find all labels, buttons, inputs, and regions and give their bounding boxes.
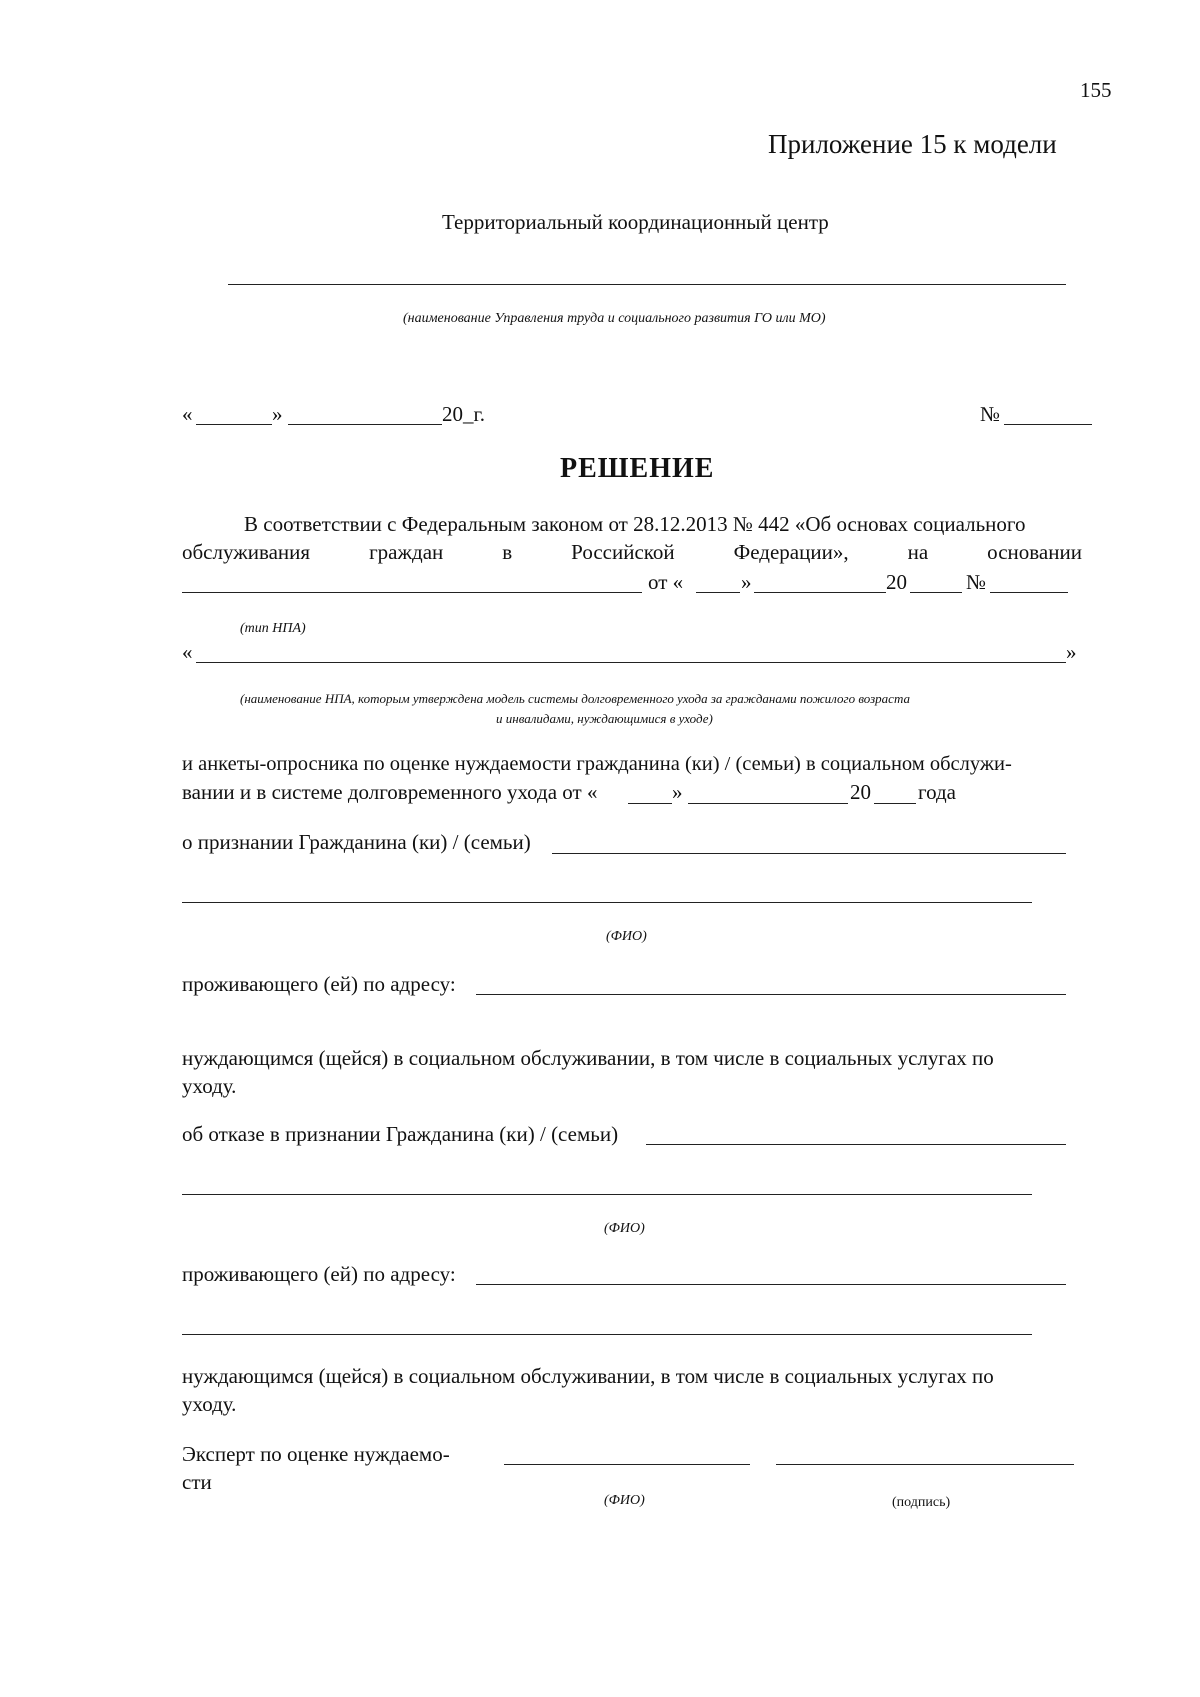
org-name-line: [228, 284, 1066, 285]
intro-word: Федерации»,: [733, 540, 849, 564]
npa-type-line: [182, 592, 642, 593]
npa-open-quote: «: [182, 640, 193, 664]
refusal-caption-fio: (ФИО): [604, 1221, 645, 1236]
intro-month-line: [754, 592, 886, 593]
expert-fio-line: [504, 1464, 750, 1465]
intro-number-line: [990, 592, 1068, 593]
survey-year-word: года: [918, 780, 956, 804]
caption-org: (наименование Управления труда и социального развития ГО или МО): [403, 311, 826, 326]
refusal-need-1: нуждающимся (щейся) в социальном обслуживании, в том числе в социальных услугах по: [182, 1364, 994, 1388]
caption-npa-name-2: и инвалидами, нуждающимися в уходе): [496, 711, 713, 726]
survey-year-line: [874, 803, 916, 804]
survey-day-line: [628, 803, 672, 804]
npa-close-quote: »: [1066, 640, 1077, 664]
caption-npa-type: (тип НПА): [240, 621, 306, 636]
date-year: 20_г.: [442, 402, 485, 426]
survey-line1: и анкеты-опросника по оценке нуждаемости гражданина (ки) / (семьи) в социальном обслужи-: [182, 753, 1012, 775]
recognition-fio-line1: [552, 853, 1066, 854]
decision-title: РЕШЕНИЕ: [560, 453, 715, 484]
expert-caption-fio: (ФИО): [604, 1493, 645, 1508]
page-number: 155: [1080, 78, 1112, 102]
date-month-line: [288, 424, 442, 425]
survey-month-line: [688, 803, 848, 804]
expert-caption-signature: (подпись): [892, 1495, 951, 1510]
refusal-fio-line1: [646, 1144, 1066, 1145]
intro-word: на: [907, 540, 929, 564]
refusal-label: об отказе в признании Гражданина (ки) / (семьи): [182, 1122, 619, 1146]
intro-word: обслуживания: [182, 540, 311, 564]
intro-word: основании: [987, 540, 1082, 564]
expert-signature-line: [776, 1464, 1074, 1465]
survey-year: 20: [850, 780, 871, 804]
recognition-address-line: [476, 994, 1066, 995]
intro-word: граждан: [369, 540, 444, 564]
intro-word: Российской: [571, 540, 675, 564]
intro-line2: [182, 540, 1082, 565]
recognition-fio-line2: [182, 902, 1032, 903]
refusal-address-label: проживающего (ей) по адресу:: [182, 1262, 456, 1286]
refusal-fio-line2: [182, 1194, 1032, 1195]
intro-line1: В соответствии с Федеральным законом от 28.12.2013 № 442 «Об основах социального: [244, 512, 1026, 536]
expert-label-2: сти: [182, 1470, 212, 1494]
npa-name-line: [196, 662, 1066, 663]
recognition-caption-fio: (ФИО): [606, 929, 647, 944]
caption-npa-name-1: (наименование НПА, которым утверждена модель системы долговременного ухода за гражданами пожилого возраста: [240, 691, 911, 706]
refusal-address-line2: [182, 1334, 1032, 1335]
appendix-title: Приложение 15 к модели: [768, 129, 1057, 159]
recognition-need-1: нуждающимся (щейся) в социальном обслуживании, в том числе в социальных услугах по: [182, 1046, 994, 1070]
survey-close-quote: »: [672, 780, 683, 804]
refusal-need-2: уходу.: [182, 1392, 237, 1416]
number-sign: №: [980, 402, 1001, 426]
date-day-line: [196, 424, 272, 425]
intro-day-line: [696, 592, 740, 593]
date-open-quote: «: [182, 402, 193, 426]
refusal-address-line: [476, 1284, 1066, 1285]
intro-word: в: [502, 540, 513, 564]
intro-number-sign: №: [966, 570, 987, 594]
intro-ot: от «: [648, 570, 684, 594]
center-title: Территориальный координационный центр: [442, 210, 829, 234]
recognition-need-2: уходу.: [182, 1074, 237, 1098]
survey-line2: вании и в системе долговременного ухода от «: [182, 780, 598, 804]
recognition-address-label: проживающего (ей) по адресу:: [182, 972, 456, 996]
date-close-quote: »: [272, 402, 283, 426]
number-line: [1004, 424, 1092, 425]
expert-label-1: Эксперт по оценке нуждаемо-: [182, 1442, 450, 1466]
intro-year: 20: [886, 570, 907, 594]
intro-year-line: [910, 592, 962, 593]
intro-close-quote: »: [741, 570, 752, 594]
recognition-label: о признании Гражданина (ки) / (семьи): [182, 830, 531, 854]
